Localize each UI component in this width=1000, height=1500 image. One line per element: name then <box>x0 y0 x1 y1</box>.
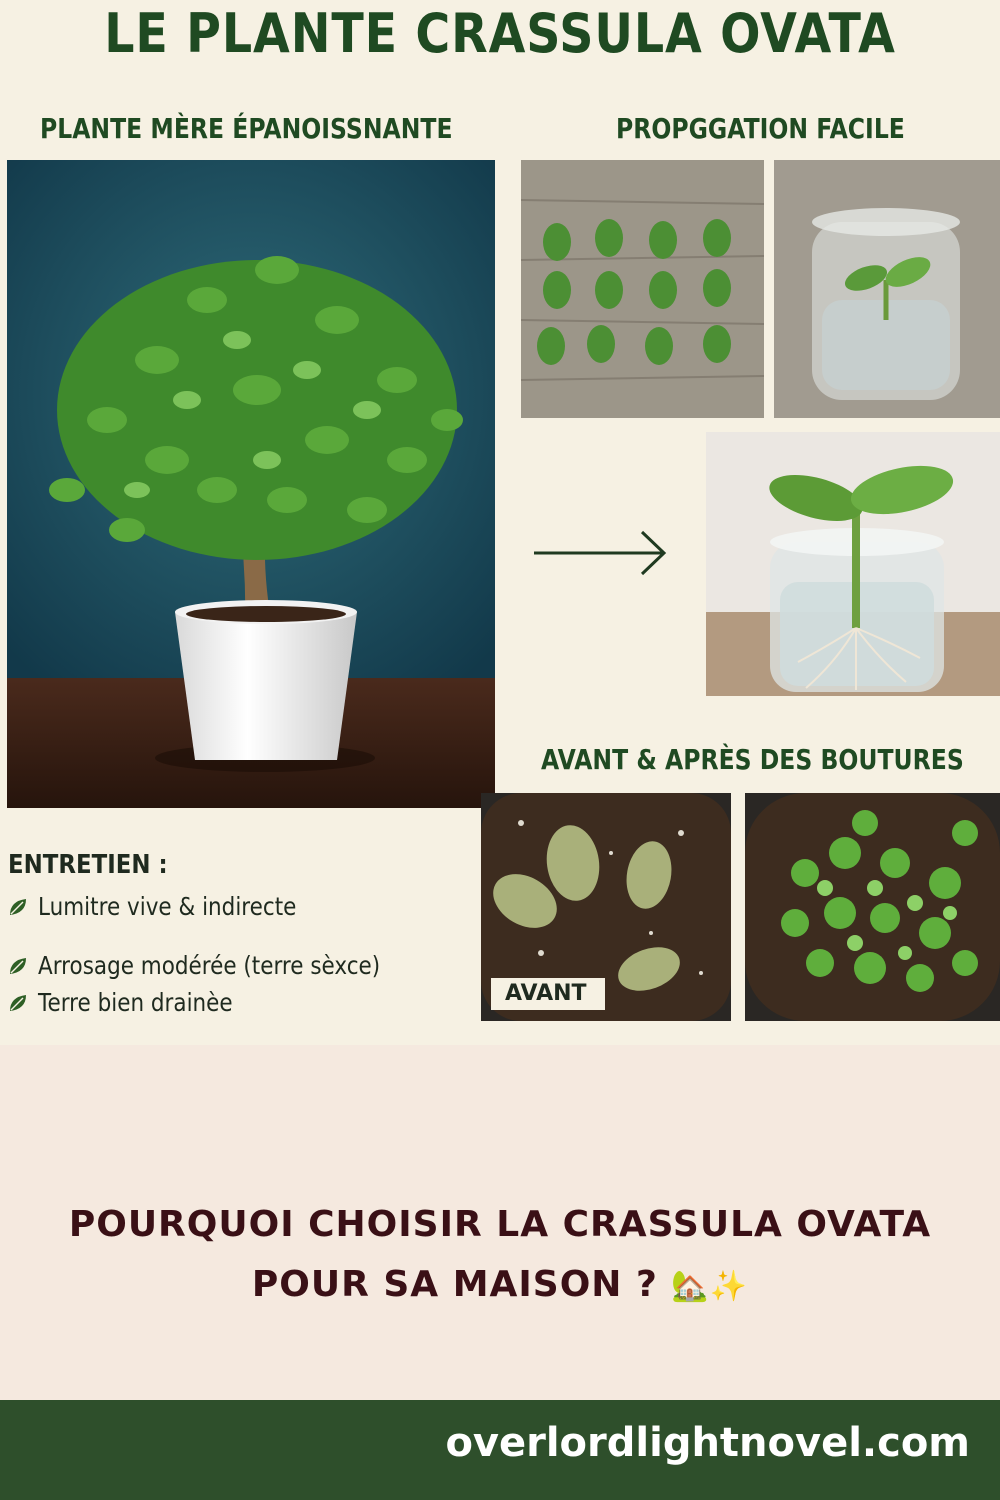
care-item-label: Arrosage modérée (terre sèxce) <box>38 951 381 980</box>
rooted-sprout-photo <box>706 432 1000 696</box>
page-title: LE PLANTE CRASSULA OVATA <box>104 2 896 65</box>
site-link[interactable]: overlordlightnovel.com <box>445 1420 970 1466</box>
leaf-icon <box>8 993 28 1013</box>
leaf-icon <box>8 897 28 917</box>
care-title: ENTRETIEN : <box>8 850 168 880</box>
leaf-cuttings-photo <box>521 160 764 418</box>
question-line-1: POURQUOI CHOISIR LA CRASSULA OVATA <box>68 1204 932 1245</box>
question-line-2 <box>0 1255 1000 1317</box>
question-heading <box>0 1195 1000 1317</box>
care-item-label: Terre bien drainèe <box>38 988 233 1017</box>
before-label: AVANT <box>491 978 605 1010</box>
question-line-2-text: POUR SA MAISON ? <box>251 1264 658 1305</box>
arrow-right-icon <box>530 528 670 578</box>
jar-sprout-photo <box>774 160 1000 418</box>
mother-plant-heading: PLANTE MÈRE ÉPANOISSNANTE <box>40 112 453 145</box>
care-item <box>8 988 264 1017</box>
before-after-heading: AVANT & APRÈS DES BOUTURES <box>541 743 964 776</box>
leaf-icon <box>8 956 28 976</box>
house-sparkles-icon: 🏡✨ <box>671 1269 749 1304</box>
care-item-label: Lumitre vive & indirecte <box>38 892 297 921</box>
care-item <box>8 951 436 980</box>
care-item <box>8 892 338 921</box>
mother-plant-photo <box>7 160 495 808</box>
after-pot-photo <box>745 793 1000 1021</box>
propagation-heading: PROPGGATION FACILE <box>616 112 905 145</box>
footer-bar <box>0 1400 1000 1500</box>
